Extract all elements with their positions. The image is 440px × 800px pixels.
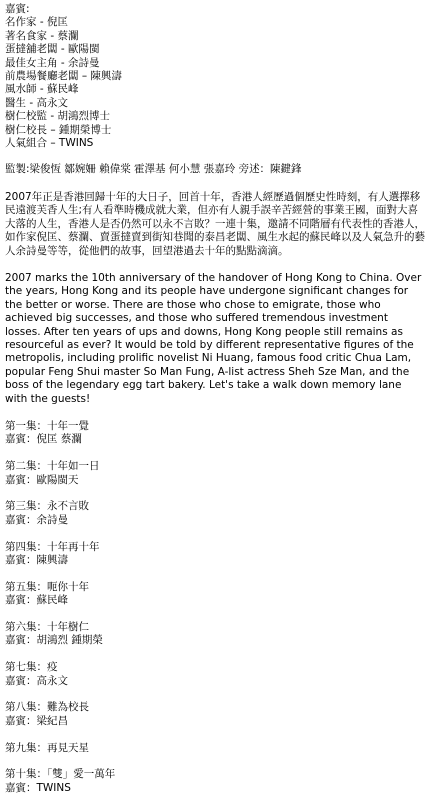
episode-guests: 嘉賓：高永文 xyxy=(5,674,68,687)
intro-chinese: 2007年正是香港回歸十年的大日子，回首十年，香港人經歷過個歷史性時刻，有人選擇移民遠渡芙香人生;有人看準時機成就大業，但亦有人親手誤辛苦經營的事業王國，面對大喜大落的人生，香港人是否仍然可以永不言敗？一連十集，邀請不同階層有代表性的香港人，如作家倪匡、蔡瀾、賣蛋撻賣到街知巷聞的泰昌老闆、風生水起的蘇民峰以及人氣急升的藝人余詩曼等等，從他們的故事，回望港過去十年的點點滴滴。 xyxy=(5,190,425,257)
intro-english: 2007 marks the 10th anniversary of the handover of Hong Kong to China. Over the years, Hong Kong and its people have undergone significant changes for the better or worse. There are those who chose to emigrate, those who achieved big successes, and those who suffered tremendous investment losses. After ten years of ups and downs, Hong Kong people still remains as resourceful as ever? It would be told by different representative figures of the metropolis, including prolific novelist Ni Huang, famous food critic Chua Lam, popular Feng Shui master So Man Fung, A-list actress Sheh Sze Man, and the boss of the legendary egg tart bakery. Let's take a walk down memory lane with the guests! xyxy=(5,271,422,405)
episode-title: 第五集：呃你十年 xyxy=(5,580,89,593)
episode-7 xyxy=(5,661,425,688)
episode-8 xyxy=(5,701,425,728)
episode-10 xyxy=(5,768,425,795)
episode-title: 第九集：再見天星 xyxy=(5,741,89,754)
episode-1 xyxy=(5,420,425,447)
episode-title: 第二集：十年如一日 xyxy=(5,460,100,473)
episode-title: 第一集：十年一覺 xyxy=(5,419,89,432)
episode-guests: 嘉賓：陳興濤 xyxy=(5,553,68,566)
guest-item: 最佳女主角 - 余詩曼 xyxy=(5,56,100,69)
episode-title: 第十集：「雙」愛一萬年 xyxy=(5,768,116,781)
guest-item: 樹仁校長 – 鍾期榮博士 xyxy=(5,123,112,136)
episode-guests: 嘉賓：梁紀昌 xyxy=(5,714,68,727)
episode-guests: 嘉賓：蘇民峰 xyxy=(5,594,68,607)
episode-6 xyxy=(5,621,425,648)
guests-header: 嘉賓: xyxy=(5,3,30,15)
episode-guests: 嘉賓：余詩曼 xyxy=(5,513,68,526)
guest-item: 醫生 - 高永文 xyxy=(5,96,68,109)
episode-9 xyxy=(5,742,425,755)
guest-item: 樹仁校監 - 胡鴻烈博士 xyxy=(5,110,110,123)
episode-list xyxy=(5,420,425,795)
episode-title: 第六集：十年樹仁 xyxy=(5,620,89,633)
episode-title: 第七集：疫 xyxy=(5,661,58,674)
episode-guests: 嘉賓：倪匡 蔡瀾 xyxy=(5,433,82,446)
episode-title: 第四集：十年再十年 xyxy=(5,540,100,553)
episode-title: 第三集：永不言敗 xyxy=(5,500,89,513)
guest-list xyxy=(5,16,425,150)
episode-2 xyxy=(5,460,425,487)
episode-guests: 嘉賓：胡鴻烈 鍾期榮 xyxy=(5,634,103,647)
guest-item: 風水師 - 蘇民峰 xyxy=(5,83,79,96)
episode-3 xyxy=(5,500,425,527)
guest-item: 名作家 - 倪匡 xyxy=(5,16,68,29)
crew-line: 監製:梁俊恆 鄒婉姍 賴偉棠 霍澤基 何小慧 張嘉玲 旁述：陳鍵鋒 xyxy=(5,163,302,176)
guest-item: 蛋撻舖老闆 - 歐陽閩 xyxy=(5,43,100,56)
episode-title: 第八集：難為校長 xyxy=(5,701,89,714)
episode-guests: 嘉賓：歐陽閩天 xyxy=(5,473,79,486)
guest-item: 著名食家 - 蔡瀾 xyxy=(5,29,79,42)
guest-item: 人氣組合 – TWINS xyxy=(5,137,94,150)
episode-4 xyxy=(5,541,425,568)
episode-5 xyxy=(5,581,425,608)
guest-item: 前農場餐廳老闆 – 陳興濤 xyxy=(5,70,122,83)
episode-guests: 嘉賓：TWINS xyxy=(5,781,71,794)
